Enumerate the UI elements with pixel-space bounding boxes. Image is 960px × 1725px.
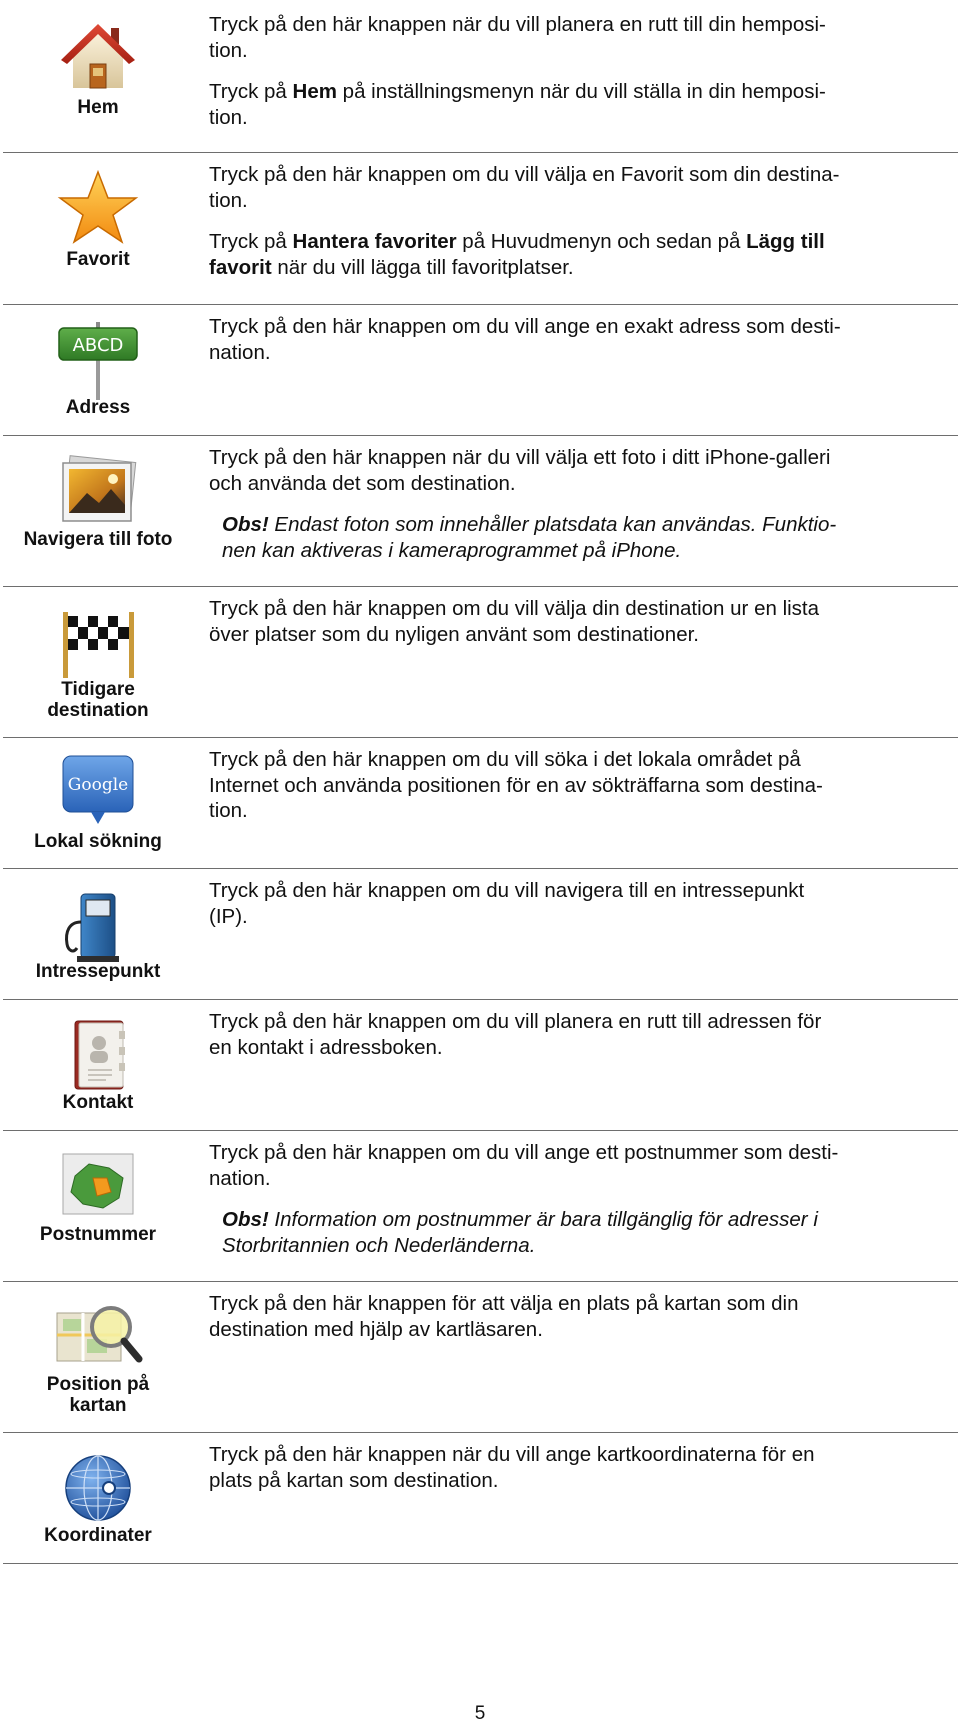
map-magnifier-icon xyxy=(53,1299,143,1377)
description-paragraph: Tryck på den här knappen om du vill ange ett postnummer som desti- nation. xyxy=(209,1141,839,1190)
svg-text:Google: Google xyxy=(67,775,129,795)
row-tidigare-destination xyxy=(0,586,958,737)
google-pin-icon xyxy=(53,752,143,830)
fuel-pump-icon xyxy=(53,888,143,966)
note-paragraph: Obs! Endast foton som innehåller platsdata kan användas. Funktio- nen kan aktiveras i kameraprogrammet på iPhone. xyxy=(222,513,837,562)
note-paragraph: Obs! Information om postnummer är bara tillgänglig för adresser i Storbritannien och Nederländerna. xyxy=(222,1208,818,1257)
row-separator xyxy=(3,1563,958,1564)
button-label: Adress xyxy=(65,397,131,418)
row-favorit xyxy=(0,152,958,304)
svg-text:ABCD: ABCD xyxy=(72,335,124,356)
row-intressepunkt xyxy=(0,868,958,999)
description-paragraph: Tryck på den här knappen när du vill planera en rutt till din hemposi- tion. xyxy=(209,13,826,62)
button-label: Favorit xyxy=(66,249,130,270)
button-label: Lokal sökning xyxy=(34,831,162,852)
button-label: Koordinater xyxy=(44,1525,152,1546)
row-kontakt xyxy=(0,999,958,1130)
address-sign-icon xyxy=(53,322,143,400)
button-label: Intressepunkt xyxy=(35,961,161,982)
row-adress xyxy=(0,304,958,435)
description-paragraph: Tryck på Hem på inställningsmenyn när du vill ställa in din hemposi- tion. xyxy=(209,80,826,129)
description-paragraph: Tryck på den här knappen när du vill ange kartkoordinaterna för en plats på kartan som destination. xyxy=(209,1443,815,1492)
row-hem xyxy=(0,0,958,152)
house-icon xyxy=(53,18,143,96)
checkered-flag-icon xyxy=(53,608,143,686)
button-label: Tidigare destination xyxy=(47,679,149,721)
button-label: Position på kartan xyxy=(46,1374,150,1416)
row-navigera-till-foto xyxy=(0,435,958,586)
postcode-map-icon xyxy=(53,1148,143,1226)
description-paragraph: Tryck på den här knappen om du vill välja en Favorit som din destina- tion. xyxy=(209,163,840,212)
button-label: Postnummer xyxy=(39,1224,157,1245)
row-koordinater xyxy=(0,1432,958,1563)
photo-gallery-icon xyxy=(53,453,143,531)
row-position-pa-kartan xyxy=(0,1281,958,1432)
star-icon xyxy=(53,168,143,246)
icon-cell xyxy=(0,0,196,152)
description-paragraph: Tryck på den här knappen om du vill söka i det lokala området på Internet och använda positionen för en av sökträffarna som destina- tion. xyxy=(209,748,823,822)
description-paragraph: Tryck på Hantera favoriter på Huvudmenyn och sedan på Lägg till favorit när du vill lägga till favoritplatser. xyxy=(209,230,825,279)
globe-icon xyxy=(53,1450,143,1528)
button-label: Kontakt xyxy=(62,1092,134,1113)
address-book-icon xyxy=(53,1017,143,1095)
row-postnummer xyxy=(0,1130,958,1281)
description-paragraph: Tryck på den här knappen om du vill ange en exakt adress som desti- nation. xyxy=(209,315,841,364)
row-lokal-sokning xyxy=(0,737,958,868)
page-number: 5 xyxy=(474,1703,486,1724)
button-label: Navigera till foto xyxy=(23,529,173,550)
description xyxy=(209,12,949,130)
description-paragraph: Tryck på den här knappen om du vill navigera till en intressepunkt (IP). xyxy=(209,879,805,928)
button-label: Hem xyxy=(77,97,119,118)
description-paragraph: Tryck på den här knappen när du vill välja ett foto i ditt iPhone-galleri och använda det som destination. xyxy=(209,446,831,495)
description-paragraph: Tryck på den här knappen om du vill planera en rutt till adressen för en kontakt i adressboken. xyxy=(209,1010,822,1059)
description-paragraph: Tryck på den här knappen om du vill välja din destination ur en lista över platser som du nyligen använt som destinationer. xyxy=(209,597,820,646)
description-paragraph: Tryck på den här knappen för att välja en plats på kartan som din destination med hjälp av kartläsaren. xyxy=(209,1292,799,1341)
